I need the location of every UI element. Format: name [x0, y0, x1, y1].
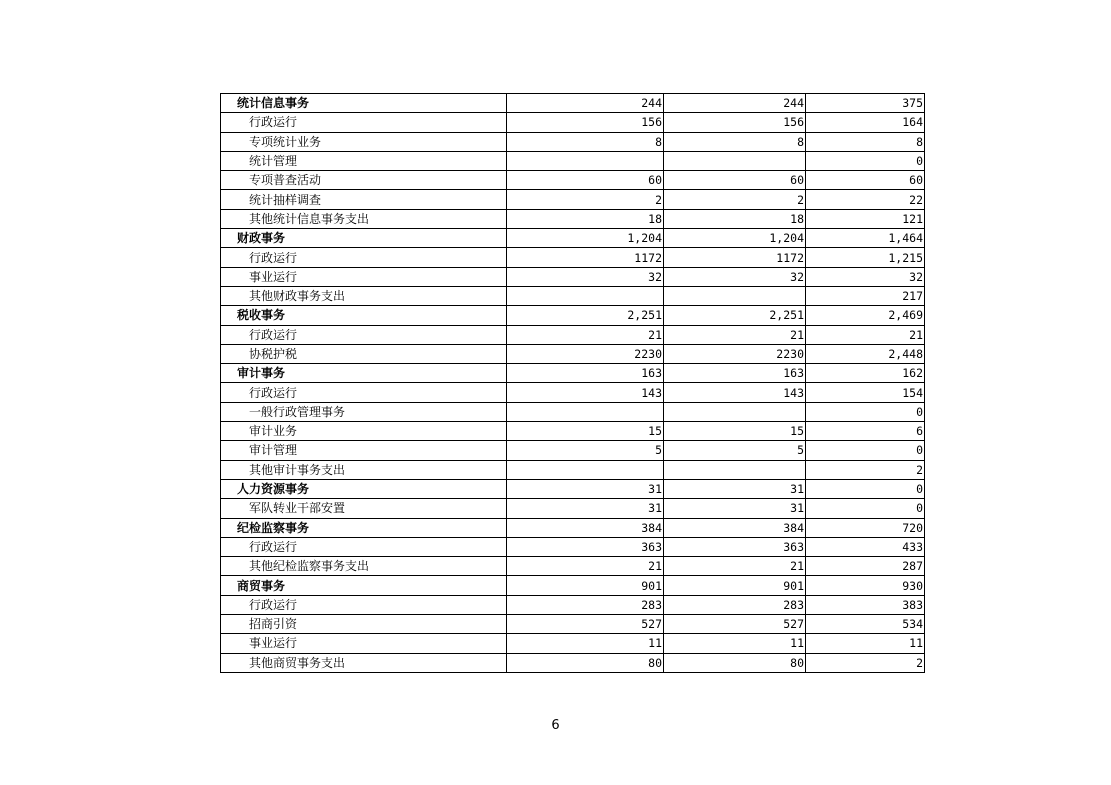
value-cell-1: 527: [507, 615, 664, 634]
value-cell-1: 2,251: [507, 306, 664, 325]
category-row: [221, 479, 925, 498]
item-name-cell: 商贸事务: [221, 576, 507, 595]
value-cell-1: 2230: [507, 344, 664, 363]
value-cell-3: 11: [806, 634, 925, 653]
value-cell-3: 287: [806, 557, 925, 576]
item-name-cell: 军队转业干部安置: [221, 499, 507, 518]
value-cell-2: 8: [664, 132, 806, 151]
table-row: [221, 344, 925, 363]
table-row: [221, 615, 925, 634]
item-name-cell: 统计信息事务: [221, 94, 507, 113]
item-name-cell: 其他财政事务支出: [221, 286, 507, 305]
item-name-cell: 审计管理: [221, 441, 507, 460]
item-name-cell: 一般行政管理事务: [221, 402, 507, 421]
category-row: [221, 229, 925, 248]
table-row: [221, 190, 925, 209]
value-cell-2: [664, 151, 806, 170]
value-cell-1: 163: [507, 364, 664, 383]
table-row: [221, 499, 925, 518]
category-row: [221, 364, 925, 383]
category-row: [221, 576, 925, 595]
value-cell-1: 31: [507, 479, 664, 498]
value-cell-1: 901: [507, 576, 664, 595]
value-cell-2: 11: [664, 634, 806, 653]
table-row: [221, 286, 925, 305]
item-name-cell: 招商引资: [221, 615, 507, 634]
value-cell-1: 32: [507, 267, 664, 286]
budget-table: [220, 93, 925, 673]
value-cell-2: [664, 460, 806, 479]
category-row: [221, 94, 925, 113]
value-cell-3: 930: [806, 576, 925, 595]
value-cell-1: 5: [507, 441, 664, 460]
value-cell-2: 31: [664, 499, 806, 518]
item-name-cell: 统计抽样调查: [221, 190, 507, 209]
budget-table-body: [221, 94, 925, 673]
value-cell-3: 383: [806, 595, 925, 614]
item-name-cell: 行政运行: [221, 325, 507, 344]
table-row: [221, 113, 925, 132]
table-row: [221, 171, 925, 190]
value-cell-1: 18: [507, 209, 664, 228]
value-cell-3: 164: [806, 113, 925, 132]
value-cell-3: 433: [806, 537, 925, 556]
value-cell-2: 5: [664, 441, 806, 460]
value-cell-3: 2: [806, 653, 925, 672]
value-cell-2: 156: [664, 113, 806, 132]
value-cell-1: 283: [507, 595, 664, 614]
value-cell-1: [507, 286, 664, 305]
table-row: [221, 422, 925, 441]
value-cell-3: 1,464: [806, 229, 925, 248]
value-cell-1: [507, 151, 664, 170]
value-cell-2: 21: [664, 325, 806, 344]
value-cell-2: 18: [664, 209, 806, 228]
item-name-cell: 财政事务: [221, 229, 507, 248]
value-cell-3: 60: [806, 171, 925, 190]
value-cell-2: 21: [664, 557, 806, 576]
item-name-cell: 行政运行: [221, 248, 507, 267]
value-cell-2: 384: [664, 518, 806, 537]
value-cell-2: 31: [664, 479, 806, 498]
value-cell-3: 0: [806, 402, 925, 421]
value-cell-2: 1,204: [664, 229, 806, 248]
table-row: [221, 460, 925, 479]
value-cell-2: 527: [664, 615, 806, 634]
value-cell-3: 217: [806, 286, 925, 305]
value-cell-3: 32: [806, 267, 925, 286]
table-row: [221, 248, 925, 267]
item-name-cell: 其他统计信息事务支出: [221, 209, 507, 228]
item-name-cell: 行政运行: [221, 537, 507, 556]
value-cell-2: 80: [664, 653, 806, 672]
value-cell-3: 154: [806, 383, 925, 402]
value-cell-2: 901: [664, 576, 806, 595]
table-row: [221, 557, 925, 576]
table-row: [221, 325, 925, 344]
value-cell-1: 31: [507, 499, 664, 518]
value-cell-2: 60: [664, 171, 806, 190]
value-cell-3: 6: [806, 422, 925, 441]
value-cell-2: 2230: [664, 344, 806, 363]
table-row: [221, 267, 925, 286]
value-cell-3: 534: [806, 615, 925, 634]
item-name-cell: 其他商贸事务支出: [221, 653, 507, 672]
value-cell-3: 0: [806, 151, 925, 170]
table-row: [221, 402, 925, 421]
value-cell-1: 21: [507, 557, 664, 576]
value-cell-3: 2,469: [806, 306, 925, 325]
value-cell-2: 32: [664, 267, 806, 286]
value-cell-1: 363: [507, 537, 664, 556]
value-cell-3: 121: [806, 209, 925, 228]
value-cell-1: [507, 460, 664, 479]
value-cell-1: 60: [507, 171, 664, 190]
value-cell-2: [664, 402, 806, 421]
value-cell-2: 163: [664, 364, 806, 383]
item-name-cell: 事业运行: [221, 634, 507, 653]
item-name-cell: 人力资源事务: [221, 479, 507, 498]
item-name-cell: 审计事务: [221, 364, 507, 383]
value-cell-3: 2,448: [806, 344, 925, 363]
value-cell-2: [664, 286, 806, 305]
table-row: [221, 653, 925, 672]
table-row: [221, 132, 925, 151]
value-cell-1: 244: [507, 94, 664, 113]
table-row: [221, 537, 925, 556]
item-name-cell: 事业运行: [221, 267, 507, 286]
value-cell-1: 1,204: [507, 229, 664, 248]
value-cell-1: 2: [507, 190, 664, 209]
item-name-cell: 税收事务: [221, 306, 507, 325]
table-row: [221, 383, 925, 402]
value-cell-3: 1,215: [806, 248, 925, 267]
item-name-cell: 行政运行: [221, 383, 507, 402]
value-cell-1: 384: [507, 518, 664, 537]
value-cell-1: 11: [507, 634, 664, 653]
item-name-cell: 行政运行: [221, 595, 507, 614]
table-row: [221, 209, 925, 228]
table-row: [221, 441, 925, 460]
value-cell-3: 162: [806, 364, 925, 383]
value-cell-3: 375: [806, 94, 925, 113]
value-cell-3: 21: [806, 325, 925, 344]
item-name-cell: 其他审计事务支出: [221, 460, 507, 479]
item-name-cell: 专项统计业务: [221, 132, 507, 151]
value-cell-1: 21: [507, 325, 664, 344]
table-row: [221, 151, 925, 170]
item-name-cell: 纪检监察事务: [221, 518, 507, 537]
value-cell-2: 15: [664, 422, 806, 441]
value-cell-2: 2: [664, 190, 806, 209]
value-cell-3: 2: [806, 460, 925, 479]
value-cell-2: 1172: [664, 248, 806, 267]
value-cell-1: 156: [507, 113, 664, 132]
value-cell-3: 22: [806, 190, 925, 209]
page-number: 6: [551, 718, 560, 733]
value-cell-3: 0: [806, 441, 925, 460]
item-name-cell: 专项普查活动: [221, 171, 507, 190]
value-cell-2: 244: [664, 94, 806, 113]
value-cell-3: 720: [806, 518, 925, 537]
value-cell-1: [507, 402, 664, 421]
value-cell-1: 8: [507, 132, 664, 151]
table-row: [221, 634, 925, 653]
value-cell-3: 0: [806, 499, 925, 518]
value-cell-1: 143: [507, 383, 664, 402]
value-cell-2: 143: [664, 383, 806, 402]
value-cell-1: 80: [507, 653, 664, 672]
value-cell-2: 283: [664, 595, 806, 614]
item-name-cell: 协税护税: [221, 344, 507, 363]
value-cell-1: 15: [507, 422, 664, 441]
item-name-cell: 行政运行: [221, 113, 507, 132]
item-name-cell: 审计业务: [221, 422, 507, 441]
value-cell-3: 8: [806, 132, 925, 151]
category-row: [221, 518, 925, 537]
item-name-cell: 统计管理: [221, 151, 507, 170]
value-cell-2: 363: [664, 537, 806, 556]
value-cell-2: 2,251: [664, 306, 806, 325]
value-cell-3: 0: [806, 479, 925, 498]
item-name-cell: 其他纪检监察事务支出: [221, 557, 507, 576]
value-cell-1: 1172: [507, 248, 664, 267]
table-row: [221, 595, 925, 614]
category-row: [221, 306, 925, 325]
